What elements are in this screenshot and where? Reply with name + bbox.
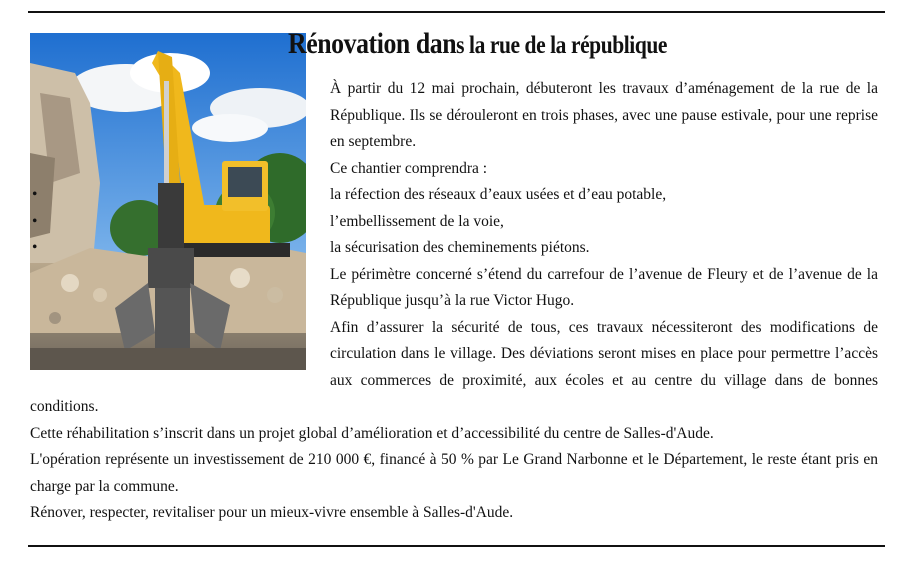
intro-paragraph: À partir du 12 mai prochain, débuteront les travaux d’aménagement de la rue de la République. Ils se dérouleront en trois phases, avec une pause estivale, pour une reprise en septembre. <box>330 80 878 150</box>
funding-paragraph: L'opération représente un investissement de 210 000 €, financé à 50 % par Le Grand Narbonne et le Département, le reste étant pris en charge par la commune. <box>30 451 878 495</box>
bottom-rule <box>28 545 885 547</box>
article-title <box>30 26 759 64</box>
list-item: • la sécurisation des cheminements piétons. <box>30 235 878 262</box>
title-end: s la rue de la république <box>456 32 668 59</box>
title-start: Rénovation dan <box>288 27 457 60</box>
safety-paragraph: Afin d’assurer la sécurité de tous, ces travaux nécessiteront des modifications de circulation dans le village. Des déviations seront mises en place pour permettre l’accès aux commerces de proximité, aux écoles et au centre du village dans de bonnes conditions. <box>30 318 878 415</box>
list-item: • l’embellissement de la voie, <box>30 209 878 236</box>
project-paragraph: Cette réhabilitation s’inscrit dans un projet global d’amélioration et d’accessibilité du centre de Salles-d'Aude. <box>30 424 714 442</box>
works-list <box>30 182 878 262</box>
closing-paragraph: Rénover, respecter, revitaliser pour un mieux-vivre ensemble à Salles-d'Aude. <box>30 504 514 521</box>
list-item: • la réfection des réseaux d’eaux usées et d’eau potable, <box>30 182 878 209</box>
list-intro: Ce chantier comprendra : <box>330 159 488 177</box>
article <box>30 22 878 527</box>
perimeter-paragraph: Le périmètre concerné s’étend du carrefour de l’avenue de Fleury et de l’avenue de la République jusqu’à la rue Victor Hugo. <box>330 265 878 309</box>
top-rule <box>28 11 885 13</box>
